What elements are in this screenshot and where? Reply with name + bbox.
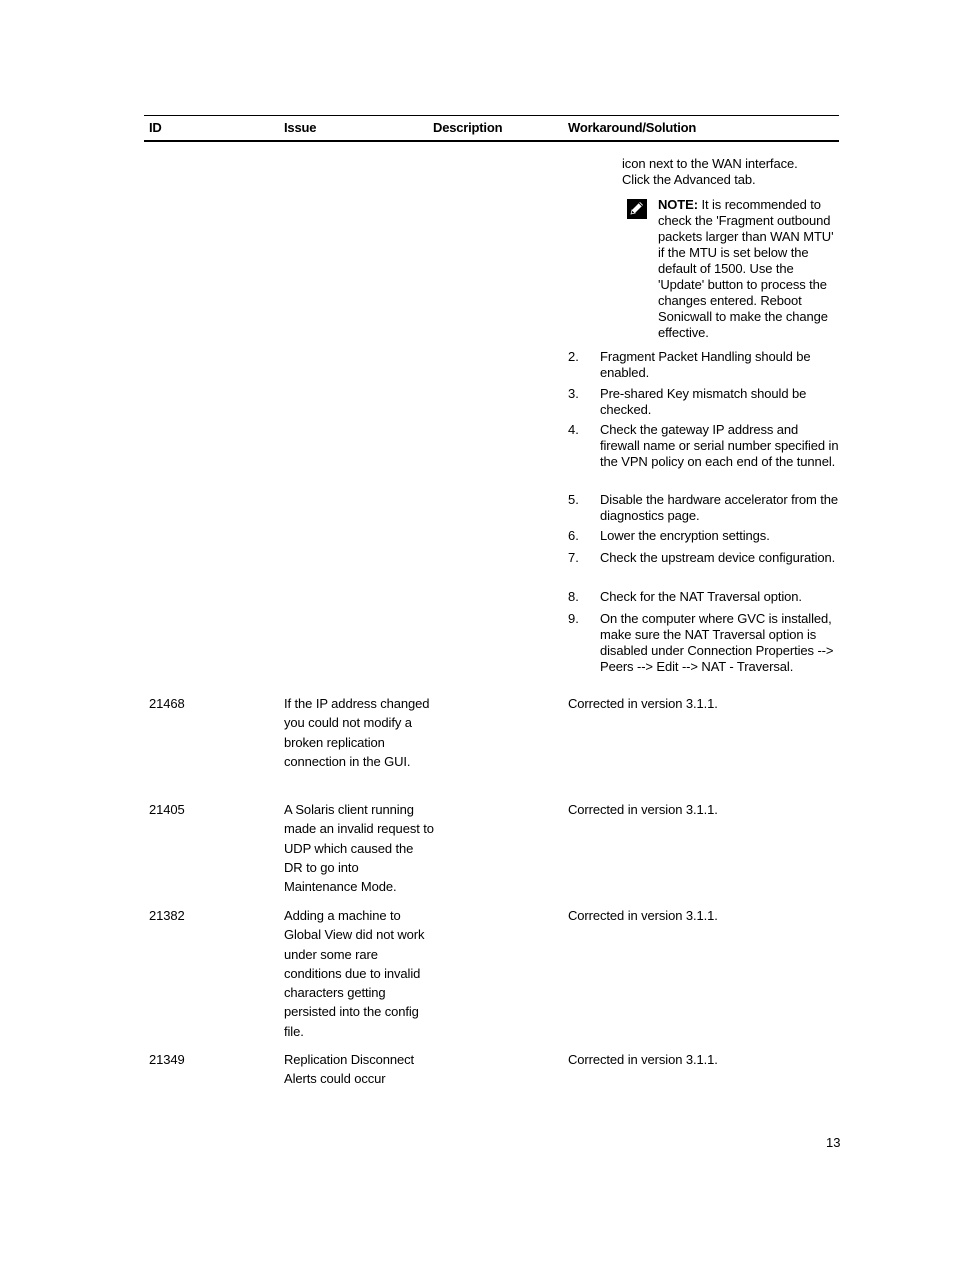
row-workaround: Corrected in version 3.1.1. xyxy=(568,802,718,817)
step-text: Lower the encryption settings. xyxy=(600,528,770,543)
row-issue: If the IP address changed you could not modify a broken replication connection in the GUI. xyxy=(284,696,430,769)
continuation-intro-line1: icon next to the WAN interface. xyxy=(622,156,798,171)
table-header-rule xyxy=(144,140,839,142)
step-number: 3. xyxy=(568,386,579,401)
table-top-rule xyxy=(144,115,839,116)
step-number: 6. xyxy=(568,528,579,543)
step-number: 2. xyxy=(568,349,579,364)
note-label: NOTE: xyxy=(658,197,698,212)
row-id: 21468 xyxy=(149,696,185,711)
row-workaround: Corrected in version 3.1.1. xyxy=(568,1052,718,1067)
row-id: 21405 xyxy=(149,802,185,817)
note-body: It is recommended to check the 'Fragment outbound packets larger than WAN MTU' if the MTU is set below the default of 1500. Use the 'Update' button to process the changes entered. Reboot Sonicwall to make the change effective. xyxy=(658,197,834,340)
header-id: ID xyxy=(149,120,162,135)
row-workaround: Corrected in version 3.1.1. xyxy=(568,908,718,923)
header-issue: Issue xyxy=(284,120,317,135)
step-number: 7. xyxy=(568,550,579,565)
step-text: Check the gateway IP address and firewall name or serial number specified in the VPN policy on each end of the tunnel. xyxy=(600,422,839,469)
header-description: Description xyxy=(433,120,503,135)
header-workaround: Workaround/Solution xyxy=(568,120,697,135)
note-block xyxy=(658,197,840,341)
continuation-intro-line2: Click the Advanced tab. xyxy=(622,172,756,187)
step-number: 4. xyxy=(568,422,579,437)
row-issue: A Solaris client running made an invalid request to UDP which caused the DR to go into Maintenance Mode. xyxy=(284,802,434,895)
note-pencil-icon xyxy=(627,199,647,219)
step-text: Fragment Packet Handling should be enabled. xyxy=(600,349,811,380)
step-text: On the computer where GVC is installed, make sure the NAT Traversal option is disabled under Connection Properties --> Peers --> Edit --> NAT - Traversal. xyxy=(600,611,834,674)
row-issue: Replication Disconnect Alerts could occur xyxy=(284,1052,415,1087)
step-number: 8. xyxy=(568,589,579,604)
row-issue: Adding a machine to Global View did not work under some rare conditions due to invalid characters getting persisted into the config file. xyxy=(284,908,425,1039)
row-workaround: Corrected in version 3.1.1. xyxy=(568,696,718,711)
step-text: Pre-shared Key mismatch should be checked. xyxy=(600,386,807,417)
page-number: 13 xyxy=(826,1135,841,1150)
row-id: 21349 xyxy=(149,1052,185,1067)
step-number: 5. xyxy=(568,492,579,507)
step-number: 9. xyxy=(568,611,579,626)
step-text: Check for the NAT Traversal option. xyxy=(600,589,802,604)
step-text: Disable the hardware accelerator from the diagnostics page. xyxy=(600,492,838,523)
row-id: 21382 xyxy=(149,908,185,923)
step-text: Check the upstream device configuration. xyxy=(600,550,836,565)
